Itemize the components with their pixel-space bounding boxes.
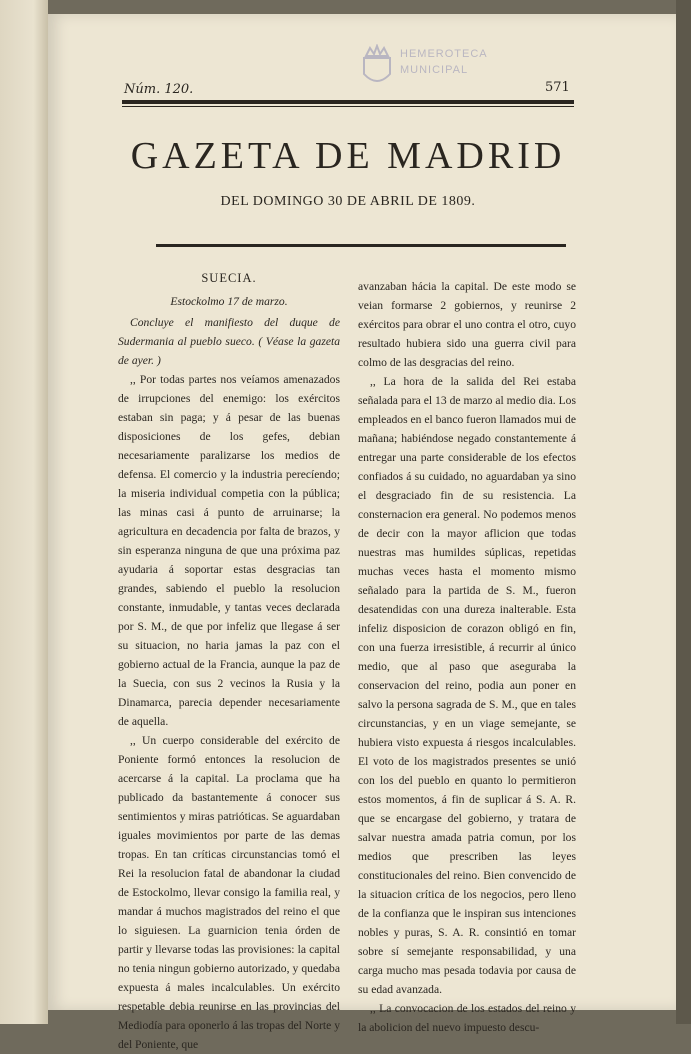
issue-number: Núm. 120. [124, 82, 194, 97]
facing-page-edge [0, 0, 48, 1024]
paragraph: ,, La convocacion de los estados del reino y la abolicion del nuevo impuesto descu- [358, 1002, 576, 1034]
background-shadow [676, 0, 691, 1024]
dateline: DEL DOMINGO 30 DE ABRIL DE 1809. [220, 194, 476, 209]
continuation-paragraph: avanzaban hácia la capital. De este modo se veian formarse 2 gobiernos, y reunirse 2 exércitos para obrar el uno contra el otro, cuyo resultado hubiera sido una guerra civil para colmo de las desgracias del reino. [358, 280, 576, 369]
newspaper-page [48, 14, 676, 1051]
page-number: 571 [545, 80, 570, 95]
stamp-line-2: MUNICIPAL [400, 64, 469, 76]
stamp-line-1: HEMEROTECA [400, 48, 488, 60]
left-column [118, 269, 340, 1054]
paragraph: ,, Un cuerpo considerable del exército de Poniente formó entonces la resolucion de acercarse á la capital. La proclama que ha publicado da bastantemente á conocer sus sentimientos y miras patrióticas. Se aguardaban iguales movimientos por parte de las demas tropas. En tan críticas circunstancias tomó el Rei la resolucion fatal de abandonar la ciudad de Estockolmo, llevar consigo la familia real, y mandar á muchos magistrados del reino el que lo siguiesen. La guarnicion tenia órden de partir y llevarse todas las provisiones: la capital no tenia ningun gobierno autorizado, y quedaba expuesta á males incalculables. Un exército respetable debia reunirse en las provincias del Mediodía para oponerlo á las tropas del Norte y del Poniente, que [118, 734, 340, 1051]
library-stamp [360, 44, 510, 104]
intro-paragraph: Concluye el manifiesto del duque de Sudermania al pueblo sueco. ( Véase la gazeta de ayer. ) [118, 316, 340, 367]
paragraph: ,, Por todas partes nos veíamos amenazados de irrupciones del enemigo: los exércitos estaban sin paga; y á pesar de las buenas disposiciones de los gefes, debian necesariamente paralizarse los medios de defensa. El comercio y la industria perecíendo; la miseria individual competia con la pública; las minas casi á punto de arruinarse; la agricultura en decadencia por falta de brazos, y sin esperanza ninguna de que una próxima paz ayudaria á soportar estas desgracias tan grandes, sabiendo el pueblo la resolucion constante, inmudable, y tantas veces declarada por S. M., de que por infeliz que llegase á ser su situacion, no haria jamas la paz con el gobierno actual de la Francia, aunque la paz de la Suecia, con sus 2 vecinos la Rusia y la Dinamarca, parecia depender necesariamente de aquella. [118, 373, 340, 728]
masthead-rule [156, 244, 566, 247]
paragraph: ,, La hora de la salida del Rei estaba señalada para el 13 de marzo al medio dia. Los empleados en el banco fueron llamados mui de mañana; habiéndose negado constantemente á entregar una parte considerable de los efectos confiados á su cuidado, no aguardaban ya sino el desgraciado fin de su resistencia. La consternacion era general. No podemos menos de decir con la mayor aflicion que todas nuestras mas humildes súplicas, repetidas muchas veces hasta el momento mismo señalado para la partida de S. M., fueron desatendidas con una dureza inalterable. Esta infeliz disposicion de corazon obligó en fin, con una fuerza irresistible, á recurrir al único medio, que al paso que aseguraba la conservacion del reino, podia aun poner en salvo la persona sagrada de S. M., que en tales circunstancias, y en un viage semejante, se hubiera visto expuesta á riesgos incalculables. El voto de los magistrados presentes se unió con los del pueblo en quanto lo permitieron estos momentos, á fin de suplicar á S. A. R. que se encargase del gobierno, y tratara de salvar nuestra amada patria comun, por los medios que prescriben las leyes constitucionales del reino. Bien convencido de la situacion crítica de los negocios, pero lleno de la confianza que le inspiran sus intenciones nobles y puras, S. A. R. consintió en tomar sobre sí semejante responsabilidad, y una carga mucho mas pesada todavia por causa de su edad avanzada. [358, 375, 576, 996]
section-subheading: Estockolmo 17 de marzo. [170, 295, 288, 308]
crest-icon [360, 44, 394, 88]
masthead-title: GAZETA DE MADRID [130, 135, 566, 177]
right-column [358, 277, 576, 1037]
header-rule [122, 100, 574, 104]
header-rule-thin [122, 106, 574, 107]
section-heading: SUECIA. [201, 271, 257, 285]
